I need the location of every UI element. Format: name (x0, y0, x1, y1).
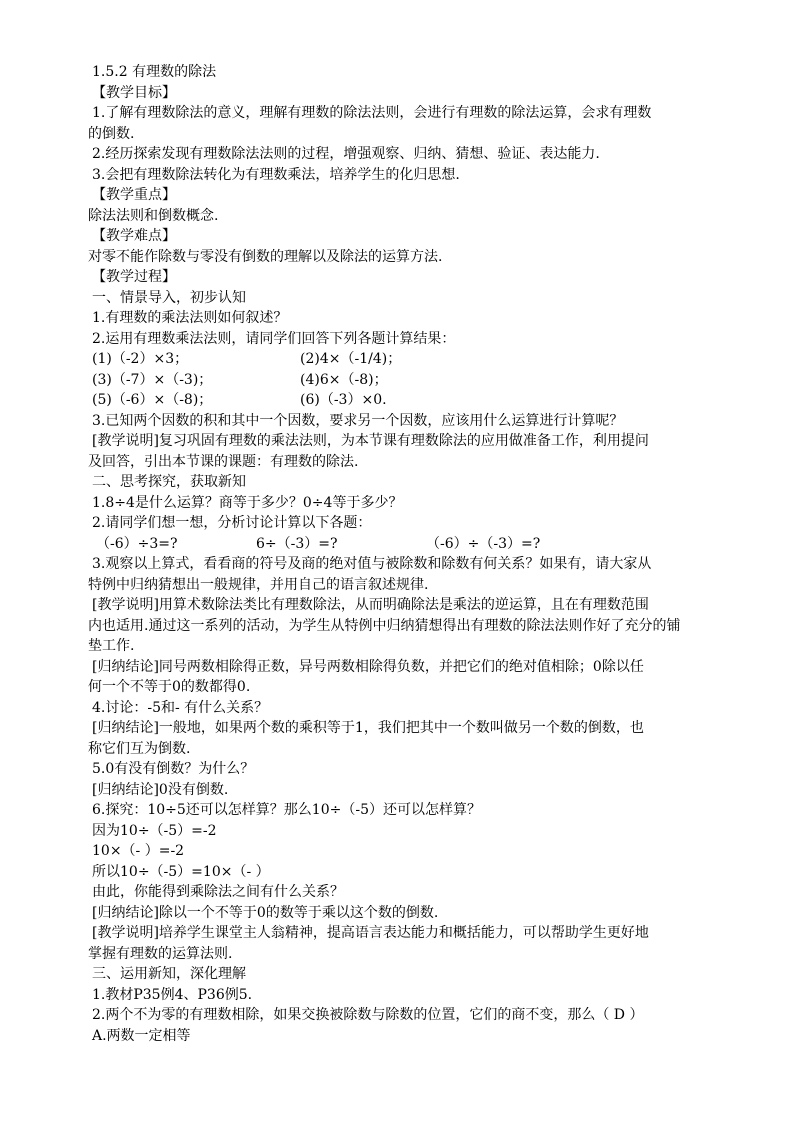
goal-1-line-2: 的倒数. (88, 125, 135, 142)
difficulties-text: 对零不能作除数与零没有倒数的理解以及除法的运算方法. (88, 248, 443, 265)
calc-1: （-6）÷3=? (96, 535, 178, 552)
goal-2: 2.经历探索发现有理数除法法则的过程，增强观察、归纳、猜想、验证、表达能力. (92, 146, 600, 162)
key-points-text: 除法法则和倒数概念. (88, 207, 219, 224)
exercise-2: (2)4×（-1/4)； (300, 351, 402, 367)
conclusion-2-line-1: [归纳结论]一般地，如果两个数的乘积等于1，我们把其中一个数叫做另一个数的倒数，也 (92, 720, 644, 736)
part-2-question-6: 6.探究：10÷5还可以怎样算？那么10÷（-5）还可以怎样算？ (92, 802, 481, 818)
exercise-row-2 (92, 370, 738, 391)
teaching-note-2-line-1: [教学说明]用算术数除法类比有理数除法，从而明确除法是乘法的逆运算，且在有理数范围 (92, 597, 649, 613)
question-2: 2.运用有理数乘法法则，请同学们回答下列各题计算结果： (92, 330, 456, 347)
teaching-note-3-line-1: [教学说明]培养学生课堂主人翁精神，提高语言表达能力和概括能力，可以帮助学生更好地 (92, 925, 649, 941)
teaching-note-2-line-3: 垫工作. (88, 638, 135, 654)
conclusion-2-line-2: 称它们互为倒数. (88, 740, 191, 757)
option-a: A.两数一定相等 (92, 1027, 191, 1044)
conclusion-1-line-2: 何一个不等于0的数都得0. (88, 679, 251, 695)
teaching-note-1-line-2: 及回答，引出本节课的课题：有理数的除法. (88, 453, 359, 470)
conclusion-4: [归纳结论]除以一个不等于0的数等于乘以这个数的倒数. (92, 904, 439, 921)
calc-2: 6÷（-3）=? (256, 535, 338, 552)
section-heading-key-points: 【教学重点】 (92, 187, 176, 203)
equation-1: 因为10÷（-5）=-2 (92, 822, 217, 839)
part-2-question-3-line-1: 3.观察以上算式，看看商的符号及商的绝对值与被除数和除数有何关系？如果有，请大家从 (92, 556, 652, 572)
part-3-question-2: 2.两个不为零的有理数相除，如果交换被除数与除数的位置，它们的商不变，那么（ D ） (92, 1007, 644, 1023)
equation-question: 由此，你能得到乘除法之间有什么关系？ (92, 884, 344, 900)
conclusion-3: [归纳结论]0没有倒数. (92, 781, 229, 798)
exercise-row-3 (92, 390, 738, 411)
part-3-question-1: 1.教材P35例4、P36例5. (92, 986, 253, 1003)
exercise-4: (4)6×（-8)； (300, 371, 388, 388)
part-2-question-2: 2.请同学们想一想，分析讨论计算以下各题： (92, 515, 372, 531)
equation-3: 所以10÷（-5）=10×（- ） (92, 863, 270, 880)
part-1-heading: 一、情景导入，初步认知 (92, 289, 246, 306)
exercise-1: (1)（-2）×3； (92, 351, 189, 367)
teaching-note-1-line-1: [教学说明]复习巩固有理数的乘法法则，为本节课有理数除法的应用做准备工作，利用提问 (92, 433, 649, 449)
part-3-heading: 三、运用新知，深化理解 (92, 966, 246, 982)
section-heading-process: 【教学过程】 (92, 269, 176, 285)
document-page (88, 62, 738, 1046)
question-3: 3.已知两个因数的积和其中一个因数，要求另一个因数，应该用什么运算进行计算呢？ (92, 412, 624, 429)
part-2-question-3-line-2: 特例中归纳猜想出一般规律，并用自己的语言叙述规律. (88, 576, 429, 593)
teaching-note-2-line-2: 内也适用.通过这一系列的活动，为学生从特例中归纳猜想得出有理数的除法法则作好了充分的铺 (88, 617, 681, 634)
conclusion-1-line-1: [归纳结论]同号两数相除得正数，异号两数相除得负数，并把它们的绝对值相除；0除以任 (92, 658, 644, 675)
section-heading-goals: 【教学目标】 (92, 84, 176, 101)
part-2-question-4: 4.讨论：-5和- 有什么关系？ (92, 699, 269, 716)
exercise-6: (6)（-3）×0. (300, 392, 387, 408)
teaching-note-3-line-2: 掌握有理数的运算法则. (88, 945, 233, 962)
exercise-5: (5)（-6）×（-8)； (92, 392, 213, 408)
calc-3: （-6）÷（-3）=? (426, 535, 541, 552)
exercise-3: (3)（-7）×（-3)； (92, 371, 213, 388)
goal-1-line-1: 1.了解有理数除法的意义，理解有理数的除法法则，会进行有理数的除法运算，会求有理数 (92, 105, 652, 121)
question-1: 1.有理数的乘法法则如何叙述？ (92, 310, 288, 326)
part-2-question-5: 5.0有没有倒数？为什么？ (92, 761, 255, 777)
lesson-title: 1.5.2 有理数的除法 (92, 64, 217, 80)
equation-2: 10×（- ）=-2 (92, 843, 185, 859)
exercise-row-1 (92, 349, 738, 370)
part-2-question-1: 1.8÷4是什么运算？商等于多少？0÷4等于多少？ (92, 494, 403, 511)
part-2-heading: 二、思考探究，获取新知 (92, 474, 246, 490)
goal-3: 3.会把有理数除法转化为有理数乘法，培养学生的化归思想. (92, 166, 460, 183)
calc-row (96, 534, 738, 555)
section-heading-difficulties: 【教学难点】 (92, 228, 176, 244)
